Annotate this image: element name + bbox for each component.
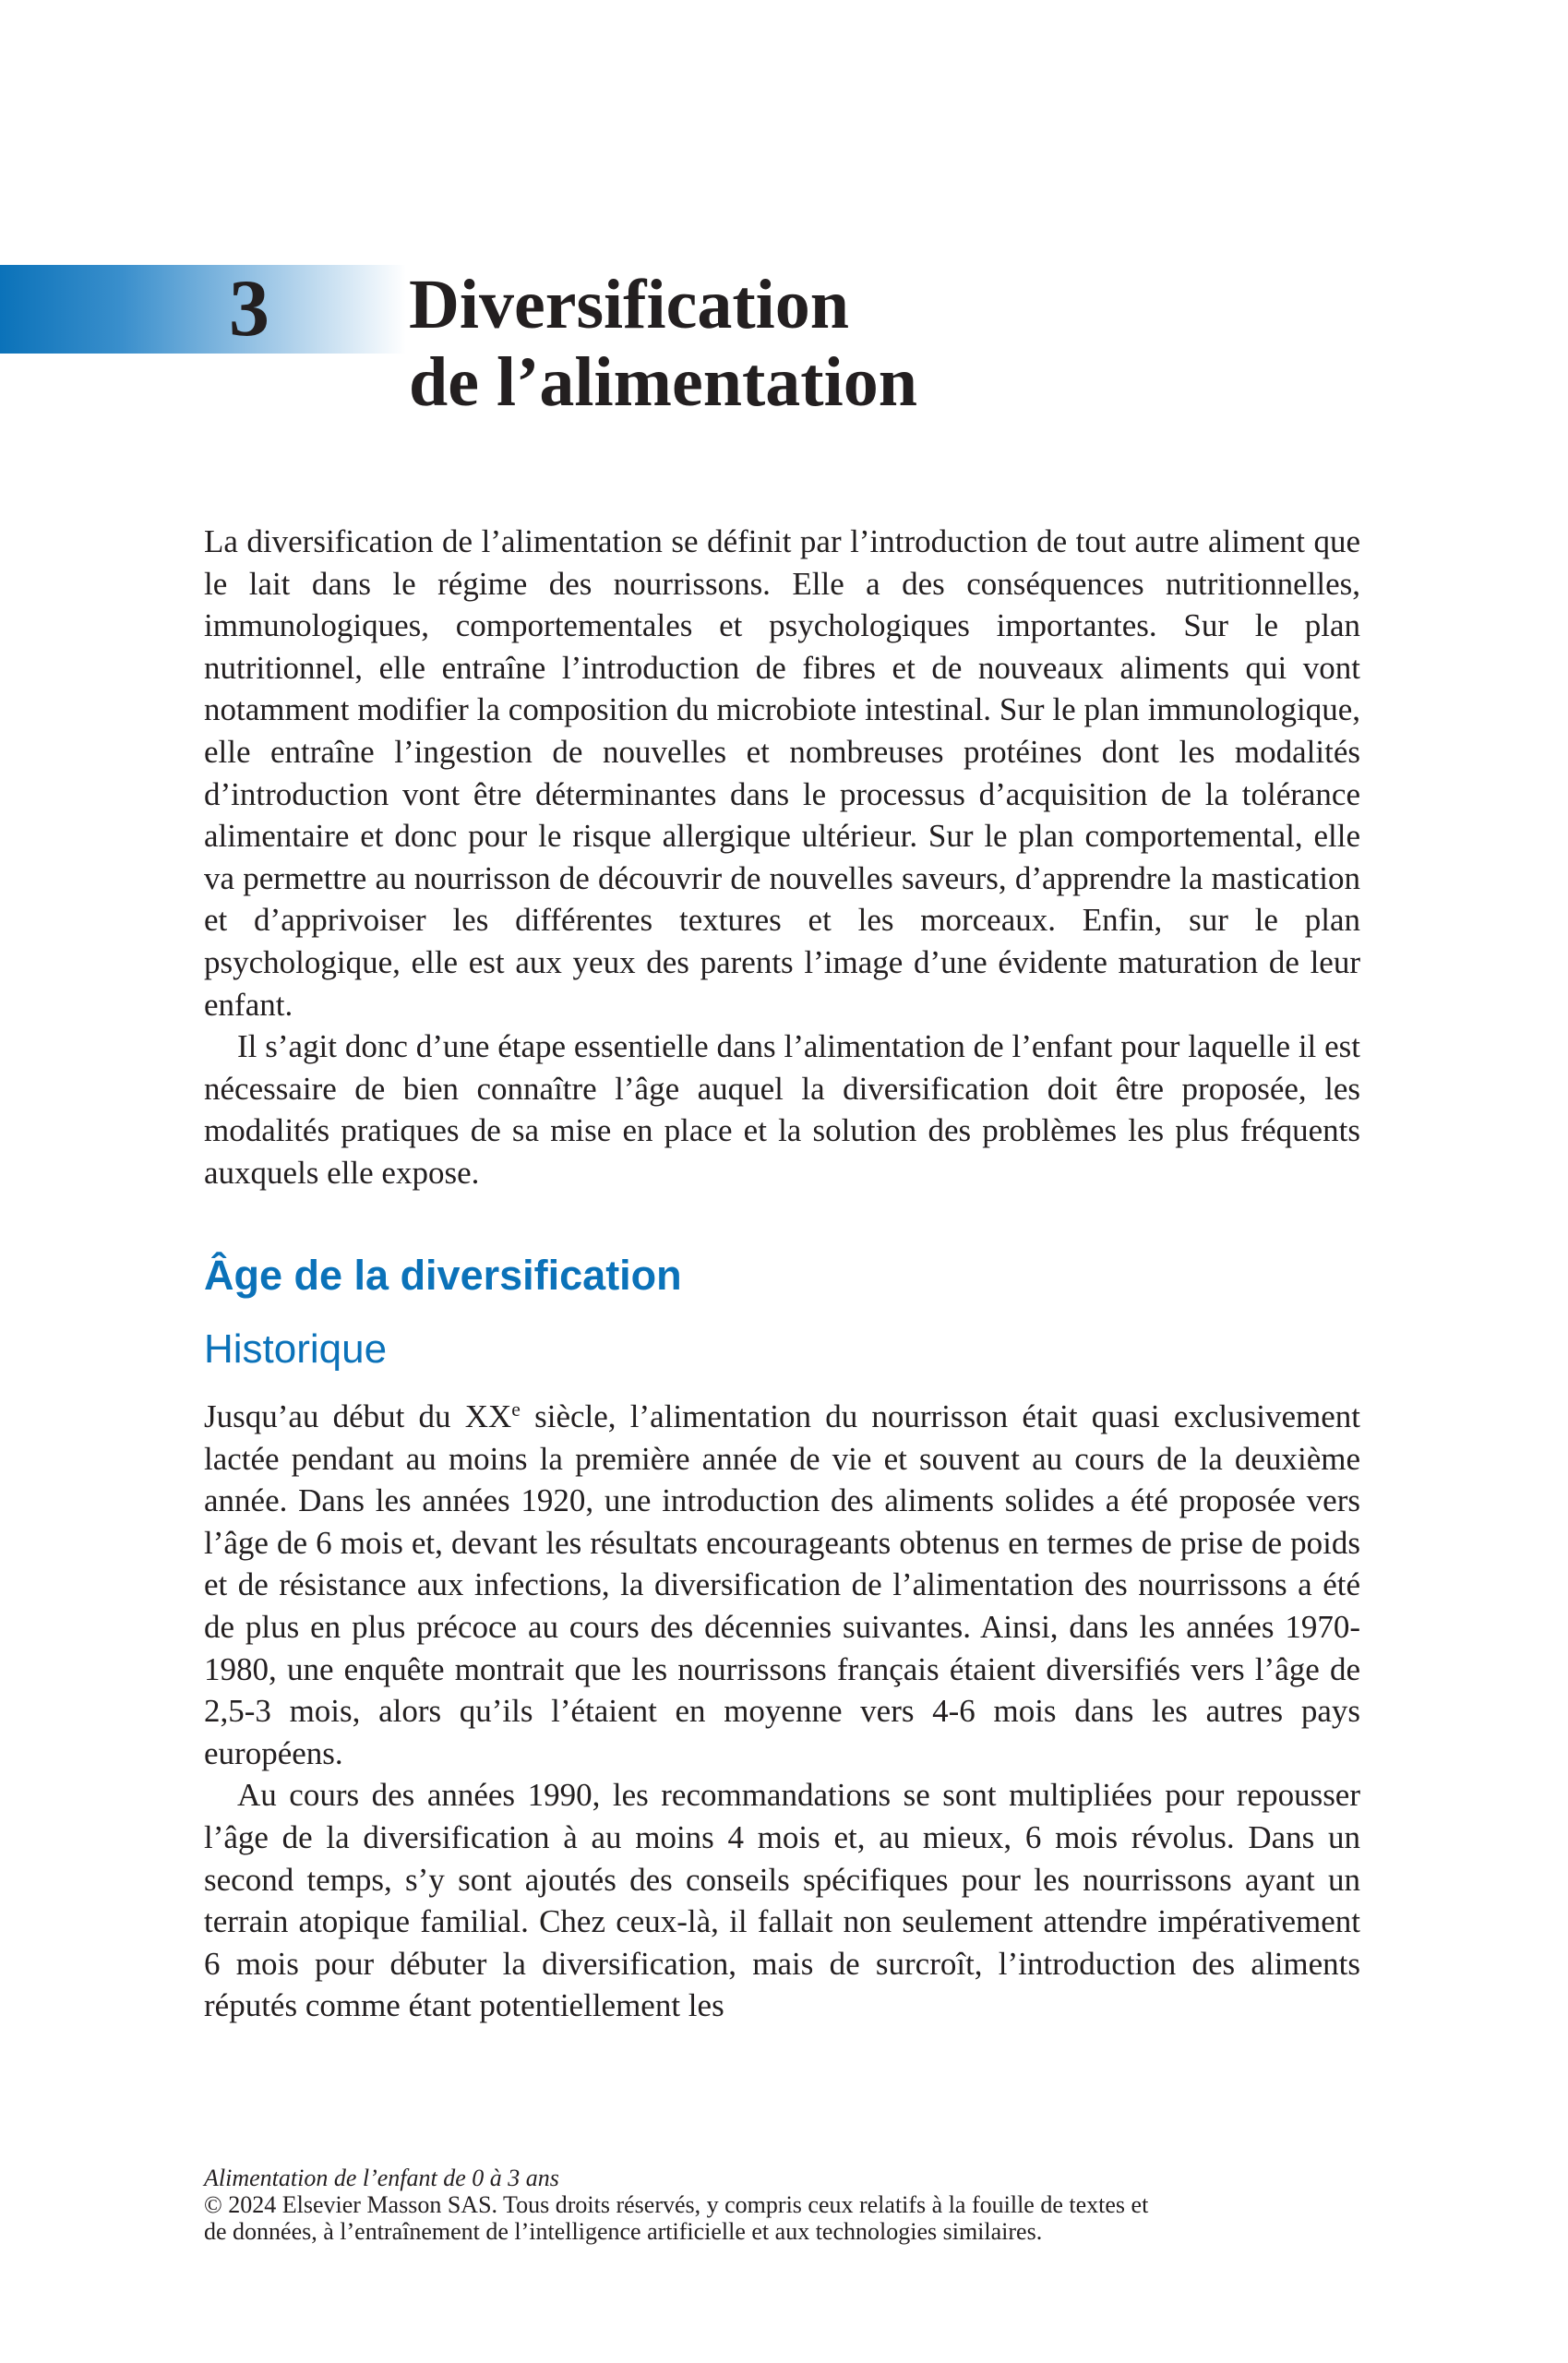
intro-paragraph-2: Il s’agit donc d’une étape essentielle dans l’alimentation de l’enfant pour laquelle il est nécessaire de bien connaître l’âge auquel la diversification doit être proposée, les modalités pratiques de sa mise en place et la solution des problèmes les plus fréquents auxquels elle expose.	[204, 1028, 1360, 1191]
footer-book-title: Alimentation de l’enfant de 0 à 3 ans	[204, 2165, 559, 2191]
page-footer	[204, 2165, 1360, 2245]
chapter-band	[0, 265, 406, 354]
history-paragraph-2: Au cours des années 1990, les recommandations se sont multipliées pour repousser l’âge de la diversification à au moins 4 mois et, au mieux, 6 mois révolus. Dans un second temps, s’y sont ajoutés des conseils spécifiques pour les nourrissons ayant un terrain atopique familial. Chez ceux-là, il fallait non seulement attendre impérativement 6 mois pour débuter la diversification, mais de surcroît, l’introduction des aliments réputés comme étant potentiellement les	[204, 1777, 1360, 2024]
subsection-title: Historique	[204, 1326, 388, 1372]
history-paragraph-1	[204, 1396, 1360, 1774]
section-title: Âge de la diversification	[204, 1252, 682, 1299]
intro-paragraph-1: La diversification de l’alimentation se définit par l’introduction de tout autre aliment que le lait dans le régime des nourrissons. Elle a des conséquences nutritionnelles, immunologiques, comportementales et psychologiques importantes. Sur le plan nutritionnel, elle entraîne l’introduction de fibres et de nouveaux aliments qui vont notamment modifier la composition du microbiote intestinal. Sur le plan immunologique, elle entraîne l’ingestion de nouvelles et nombreuses protéines dont les modalités d’introduction vont être déterminantes dans le processus d’acquisition de la tolérance alimentaire et donc pour le risque allergique ultérieur. Sur le plan comportemental, elle va permettre au nourrisson de découvrir de nouvelles saveurs, d’apprendre la mastication et d’apprivoiser les différentes textures et les morceaux. Enfin, sur le plan psychologique, elle est aux yeux des parents l’image d’une évidente maturation de leur enfant.	[204, 523, 1360, 1023]
century-superscript: e	[511, 1398, 521, 1421]
footer-copyright-line-2: de données, à l’entraînement de l’intelligence artificielle et aux technologies similaires.	[204, 2218, 1043, 2245]
chapter-title-line-1: Diversification	[409, 266, 850, 343]
chapter-title-line-2: de l’alimentation	[409, 343, 917, 421]
footer-copyright-line-1: © 2024 Elsevier Masson SAS. Tous droits réservés, y compris ceux relatifs à la fouille de textes et	[204, 2191, 1149, 2218]
chapter-number: 3	[229, 264, 269, 354]
history-p1-rest: siècle, l’alimentation du nourrisson était quasi exclusivement lactée pendant au moins la première année de vie et souvent au cours de la deuxième année. Dans les années 1920, une introduction des aliments solides a été proposée vers l’âge de 6 mois et, devant les résultats encourageants obtenus en termes de prise de poids et de résistance aux infections, la diversification de l’alimentation des nourrissons a été de plus en plus précoce au cours des décennies suivantes. Ainsi, dans les années 1970-1980, une enquête montrait que les nourrissons français étaient diversifiés vers l’âge de 2,5-3 mois, alors qu’ils l’étaient en moyenne vers 4-6 mois dans les autres pays européens.	[204, 1398, 1360, 1771]
chapter-title	[409, 266, 917, 421]
history-text	[204, 1396, 1360, 2027]
intro-text	[204, 521, 1360, 1194]
history-p1-start: Jusqu’au début du XX	[204, 1398, 512, 1434]
